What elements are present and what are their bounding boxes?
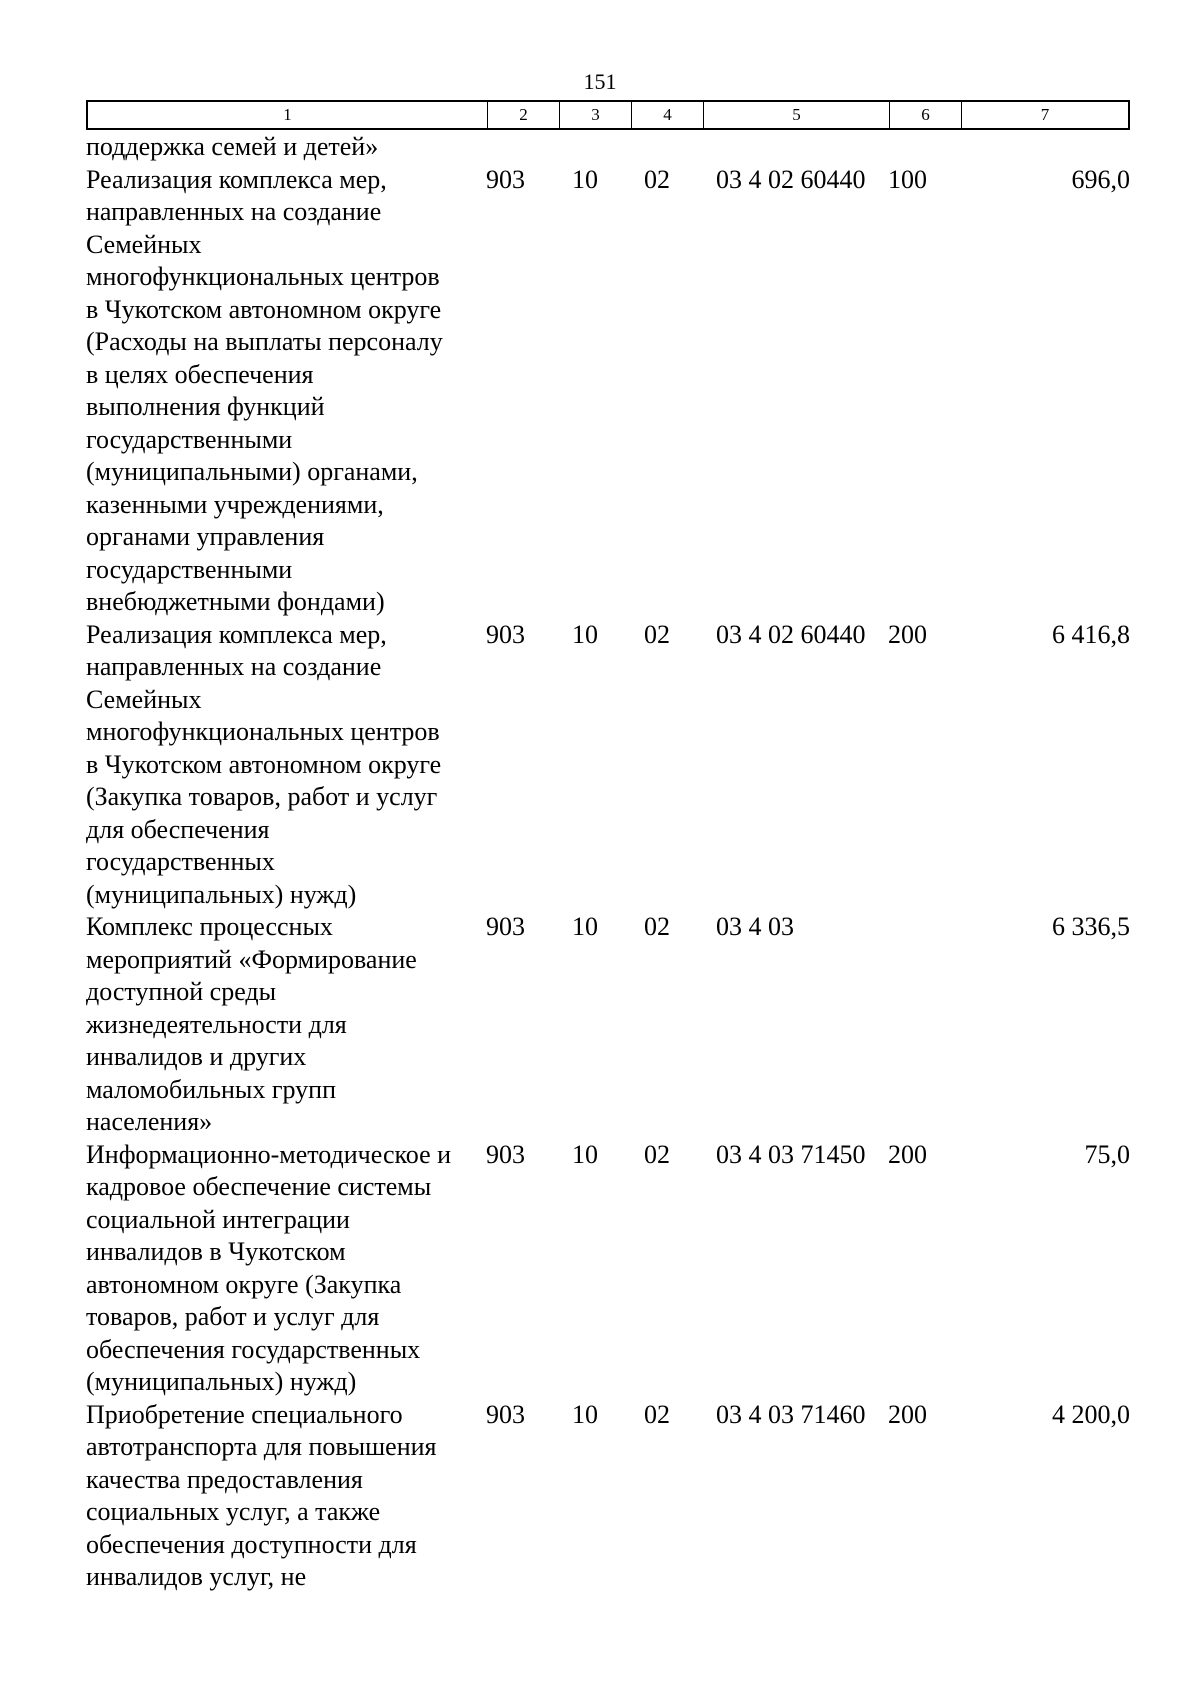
table-row xyxy=(86,131,1130,164)
column-header-3: 3 xyxy=(560,102,632,128)
row-section-code: 10 xyxy=(572,619,598,649)
row-target-item-code: 03 4 02 60440 xyxy=(716,164,866,194)
row-amount: 4 200,0 xyxy=(1052,1399,1130,1429)
column-header-4: 4 xyxy=(632,102,704,128)
row-subsection-code: 02 xyxy=(644,164,670,194)
row-description: Приобретение специального автотранспорта для повышения качества предоставления социальных услуг, а также обеспечения доступности для инвалидов услуг, не xyxy=(86,1399,437,1591)
row-expense-type-code: 200 xyxy=(888,1399,927,1429)
column-number-header xyxy=(86,100,1130,130)
column-header-2: 2 xyxy=(488,102,560,128)
row-expense-type-code: 200 xyxy=(888,1139,927,1169)
table-row xyxy=(86,164,1130,619)
column-header-5: 5 xyxy=(704,102,890,128)
column-header-1: 1 xyxy=(88,102,488,128)
table-row xyxy=(86,1399,1130,1594)
row-subsection-code: 02 xyxy=(644,1139,670,1169)
row-expense-type-code: 200 xyxy=(888,619,927,649)
row-department-code: 903 xyxy=(486,1139,525,1169)
row-target-item-code: 03 4 03 xyxy=(716,912,794,941)
budget-table-body xyxy=(86,131,1130,1594)
row-subsection-code: 02 xyxy=(644,912,670,941)
row-department-code: 903 xyxy=(486,1399,525,1429)
row-description: поддержка семей и детей» xyxy=(86,132,379,161)
row-section-code: 10 xyxy=(572,164,598,194)
row-section-code: 10 xyxy=(572,912,598,941)
table-row xyxy=(86,1139,1130,1399)
row-target-item-code: 03 4 03 71450 xyxy=(716,1139,866,1169)
page-number: 151 xyxy=(583,69,617,94)
row-subsection-code: 02 xyxy=(644,619,670,649)
row-amount: 696,0 xyxy=(1071,164,1130,194)
row-amount: 6 416,8 xyxy=(1052,619,1130,649)
table-row xyxy=(86,619,1130,912)
column-header-6: 6 xyxy=(890,102,962,128)
row-amount: 75,0 xyxy=(1084,1139,1130,1169)
row-description: Комплекс процессных мероприятий «Формирование доступной среды жизнедеятельности для инвалидов и других маломобильных групп населения» xyxy=(86,912,417,1136)
row-subsection-code: 02 xyxy=(644,1399,670,1429)
row-description: Реализация комплекса мер, направленных на создание Семейных многофункциональных центров в Чукотском автономном округе (Закупка товаров, работ и услуг для обеспечения государственных (муниципальных) нужд) xyxy=(86,619,442,909)
row-department-code: 903 xyxy=(486,912,525,941)
row-section-code: 10 xyxy=(572,1399,598,1429)
table-row xyxy=(86,911,1130,1139)
row-expense-type-code: 100 xyxy=(888,164,927,194)
row-description: Реализация комплекса мер, направленных на создание Семейных многофункциональных центров в Чукотском автономном округе (Расходы на выплаты персоналу в целях обеспечения выполнения функций государственными (муниципальными) органами, казенными учреждениями, органами управления государственными внебюджетными фондами) xyxy=(86,164,443,616)
row-department-code: 903 xyxy=(486,619,525,649)
row-amount: 6 336,5 xyxy=(1052,912,1130,941)
row-section-code: 10 xyxy=(572,1139,598,1169)
column-header-7: 7 xyxy=(1040,105,1050,124)
row-target-item-code: 03 4 03 71460 xyxy=(716,1399,866,1429)
row-description: Информационно-методическое и кадровое обеспечение системы социальной интеграции инвалидов в Чукотском автономном округе (Закупка товаров, работ и услуг для обеспечения государственных (муниципальных) нужд) xyxy=(86,1139,452,1396)
row-target-item-code: 03 4 02 60440 xyxy=(716,619,866,649)
row-department-code: 903 xyxy=(486,164,525,194)
